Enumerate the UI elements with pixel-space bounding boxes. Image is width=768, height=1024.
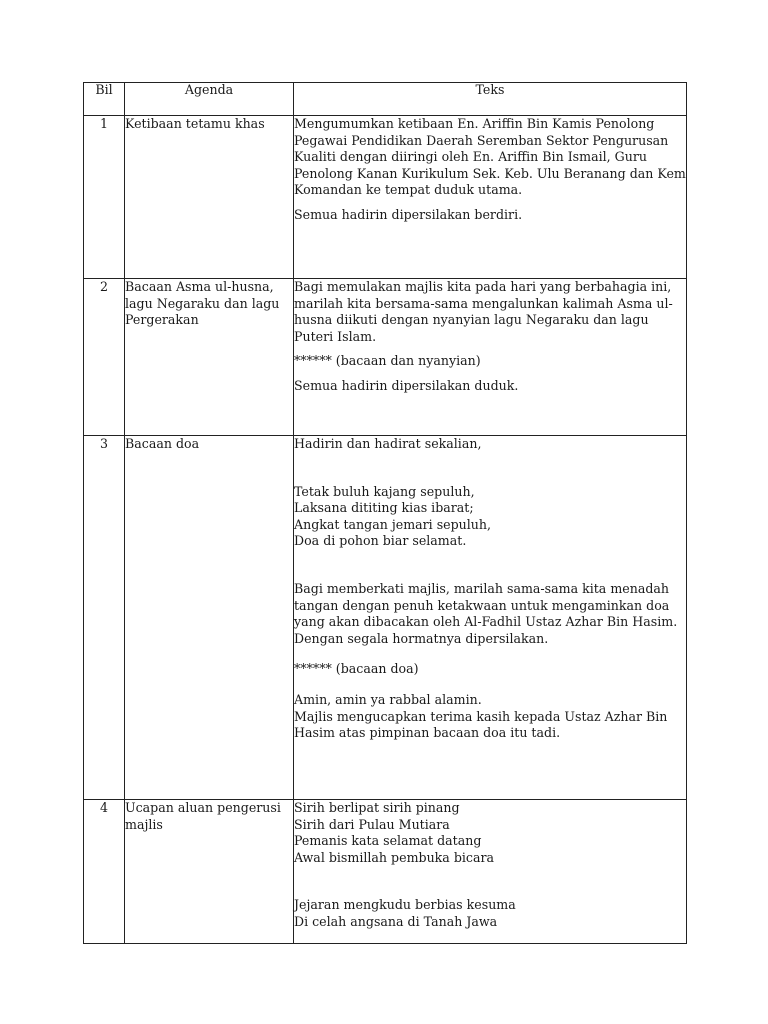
pantun-line: Pemanis kata selamat datang [294,833,482,849]
header-teks: Teks [294,83,687,116]
row-agenda: Bacaan doa [125,436,294,800]
row-agenda: Ketibaan tetamu khas [125,116,294,279]
text-paragraph: ****** (bacaan dan nyanyian) [294,353,481,369]
row-agenda: Ucapan aluan pengerusi majlis [125,800,294,944]
table-row [84,436,687,800]
pantun-line: Doa di pohon biar selamat. [294,533,467,549]
text-paragraph: Semua hadirin dipersilakan berdiri. [294,206,523,222]
header-bil: Bil [84,83,125,116]
text-paragraph: Bagi memberkati majlis, marilah sama-sama kita menadah tangan dengan penuh ketakwaan untuk mengaminkan doa yang akan dibacakan oleh Al-Fadhil Ustaz Azhar Bin Hasim. Dengan segala hormatnya dipersilakan. [294,580,678,646]
pantun [294,897,686,930]
row-text [294,279,687,436]
pantun-line: Sirih dari Pulau Mutiara [294,816,450,832]
pantun-line: Jejaran mengkudu berbias kesuma [294,897,516,913]
text-paragraph: Mengumumkan ketibaan En. Ariffin Bin Kamis Penolong Pegawai Pendidikan Daerah Seremban Sektor Pengurusan Kualiti dengan diiringi oleh En. Ariffin Bin Ismail, Guru Penolong Kanan Kurikulum Sek. Keb. Ulu Beranang dan Kem Komandan ke tempat duduk utama. [294,116,686,198]
row-text [294,436,687,800]
row-text [294,800,687,944]
pantun-line: Tetak buluh kajang sepuluh, [294,483,475,499]
row-number: 1 [84,116,125,279]
pantun-line: Sirih berlipat sirih pinang [294,800,460,815]
table-row [84,279,687,436]
row-number: 4 [84,800,125,944]
amin-line: Amin, amin ya rabbal alamin. [294,691,482,707]
text-paragraph: Bagi memulakan majlis kita pada hari yang berbahagia ini, marilah kita bersama-sama mengalunkan kalimah Asma ul-husna diikuti dengan nyanyian lagu Negaraku dan lagu Puteri Islam. [294,279,673,344]
table-row [84,800,687,944]
row-agenda: Bacaan Asma ul-husna, lagu Negaraku dan lagu Pergerakan [125,279,294,436]
pantun-line: Angkat tangan jemari sepuluh, [294,516,492,532]
text-paragraph: Semua hadirin dipersilakan duduk. [294,377,519,393]
pantun-line: Di celah angsana di Tanah Jawa [294,913,498,929]
agenda-table [83,82,687,944]
thanks-line: Majlis mengucapkan terima kasih kepada Ustaz Azhar Bin Hasim atas pimpinan bacaan doa itu tadi. [294,708,668,741]
text-marker: ****** (bacaan doa) [294,661,419,677]
text-greeting: Hadirin dan hadirat sekalian, [294,436,482,451]
pantun-line: Awal bismillah pembuka bicara [294,849,494,865]
pantun [294,800,686,866]
pantun [294,484,686,550]
row-text [294,116,687,279]
pantun-line: Laksana dititing kias ibarat; [294,500,474,516]
header-row [84,83,687,116]
header-agenda: Agenda [125,83,294,116]
row-number: 3 [84,436,125,800]
table-row [84,116,687,279]
text-paragraph [294,692,686,742]
row-number: 2 [84,279,125,436]
